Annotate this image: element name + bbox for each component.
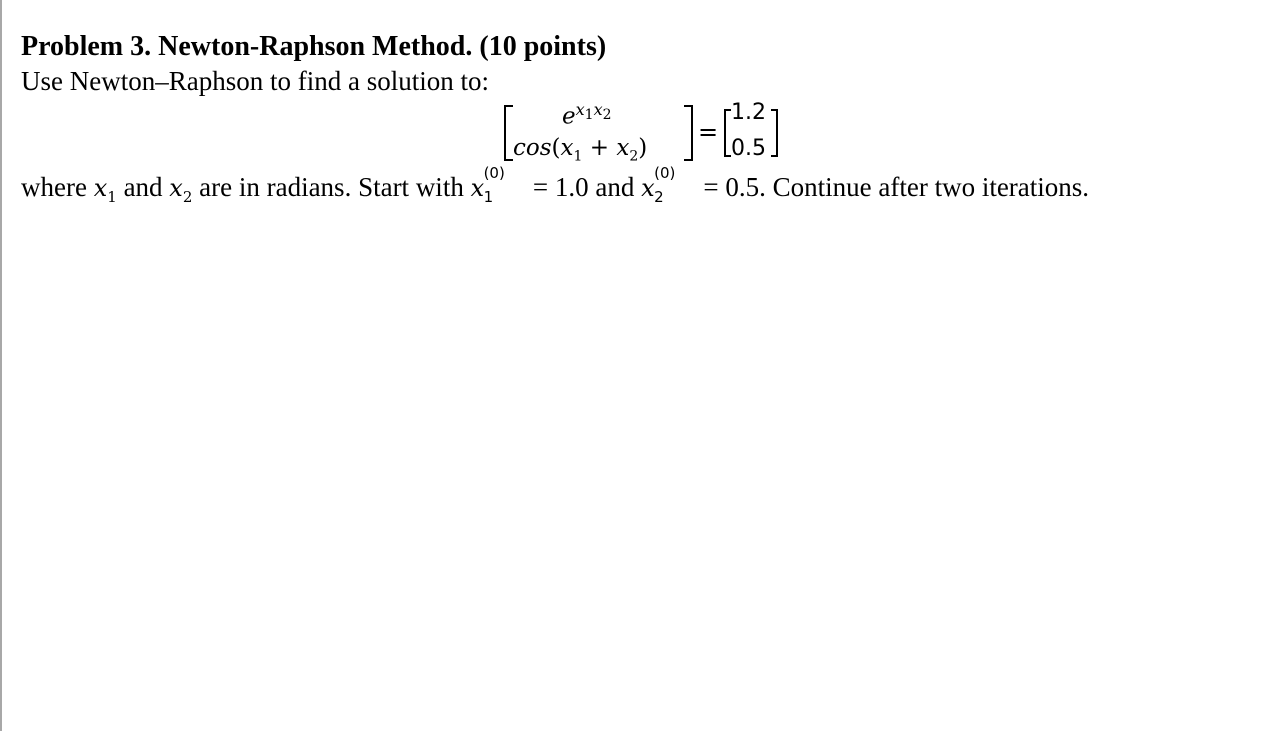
matrix-right-bottom-entry: 0.5 (731, 136, 766, 161)
variable-x2: $x_2$ (169, 174, 193, 206)
matrix-equation (484, 102, 814, 164)
problem-content (21, 28, 1241, 96)
equals-sign: = (698, 118, 719, 146)
initial-x1: x (0) 1 (470, 164, 505, 206)
page-left-border (0, 0, 2, 731)
variable-x1: $x_1$ (93, 174, 117, 206)
right-matrix-close-bracket (771, 109, 778, 157)
right-matrix-open-bracket (724, 109, 731, 157)
problem-intro: Use Newton–Raphson to find a solution to: (21, 66, 489, 96)
initial-x2-value: = 0.5. Continue after two iterations. (703, 172, 1090, 202)
matrix-right-top-entry: 1.2 (731, 100, 766, 125)
problem-conditions: where $x_1$ and $x_2$ are in radians. Start with x (0) 1 = 1.0 and x (0) 2 = 0.5. Continue after two iterations. (21, 164, 1090, 206)
left-matrix-open-bracket (504, 105, 513, 161)
matrix-left-top-entry: $e^{x_1x_2}$ (562, 100, 612, 130)
left-matrix-close-bracket (684, 105, 693, 161)
matrix-left-bottom-entry: $\cos(x_1 + x_2)$ (513, 135, 648, 165)
initial-x2: x (0) 2 (641, 164, 676, 206)
initial-x1-value: = 1.0 and (532, 172, 635, 202)
problem-title: Problem 3. Newton-Raphson Method. (10 points) (21, 31, 607, 62)
